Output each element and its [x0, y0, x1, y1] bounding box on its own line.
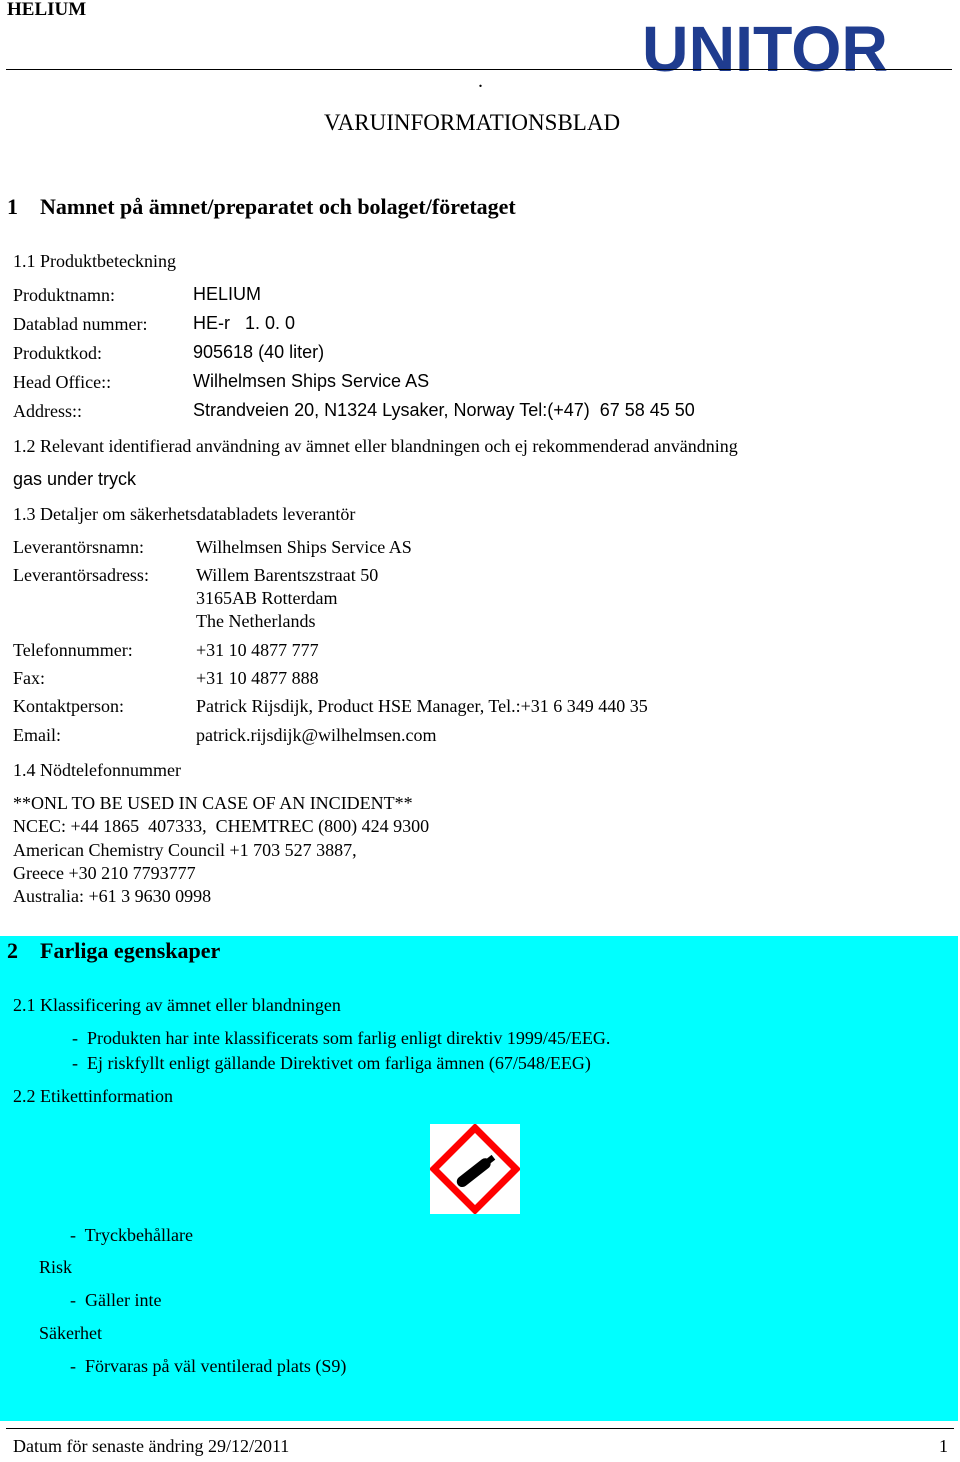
email-link[interactable]: patrick.rijsdijk@wilhelmsen.com — [196, 725, 437, 745]
identified-use: gas under tryck — [13, 469, 137, 489]
subsection-2-1: 2.1 Klassificering av ämnet eller blandningen — [13, 995, 341, 1015]
product-row-label: Datablad nummer: — [13, 314, 148, 334]
product-row-label: Head Office:: — [13, 372, 112, 392]
footer-page-number: 1 — [939, 1436, 948, 1456]
footer-revision-date: Datum för senaste ändring 29/12/2011 — [13, 1436, 290, 1456]
gas-cylinder-ghs-icon — [430, 1124, 520, 1214]
unitor-logo — [642, 16, 888, 74]
logo-text: UNITOR — [642, 16, 888, 74]
emergency-line: American Chemistry Council +1 703 527 3887, — [13, 840, 357, 860]
product-row-value: 905618 (40 liter) — [193, 342, 325, 362]
product-row-label: Address:: — [13, 401, 82, 421]
label-item: - Tryckbehållare — [70, 1225, 193, 1245]
section2-heading: Farliga egenskaper — [40, 938, 221, 963]
fax-label: Fax: — [13, 668, 46, 688]
emergency-line: **ONL TO BE USED IN CASE OF AN INCIDENT** — [13, 793, 413, 813]
fax-number: +31 10 4877 888 — [196, 668, 319, 688]
supplier-name: Wilhelmsen Ships Service AS — [196, 537, 412, 557]
header-dot: . — [478, 70, 483, 92]
subsection-2-2: 2.2 Etikettinformation — [13, 1086, 173, 1106]
supplier-address-line: 3165AB Rotterdam — [196, 588, 338, 608]
subsection-1-1: 1.1 Produktbeteckning — [13, 251, 176, 271]
supplier-name-label: Leverantörsnamn: — [13, 537, 144, 557]
subsection-1-3: 1.3 Detaljer om säkerhetsdatabladets leverantör — [13, 504, 356, 524]
phone-label: Telefonnummer: — [13, 640, 133, 660]
supplier-address-label: Leverantörsadress: — [13, 565, 149, 585]
label-item: - Gäller inte — [70, 1290, 162, 1310]
product-row-value: HELIUM — [193, 284, 262, 304]
footer-divider — [6, 1428, 954, 1429]
classification-item: - Ej riskfyllt enligt gällande Direktivet om farliga ämnen (67/548/EEG) — [72, 1053, 591, 1073]
section1-number: 1 — [7, 194, 18, 219]
product-row-label: Produktkod: — [13, 343, 103, 363]
product-row-value: Wilhelmsen Ships Service AS — [193, 371, 430, 391]
section1-heading: Namnet på ämnet/preparatet och bolaget/företaget — [40, 194, 516, 219]
risk-label: Risk — [39, 1257, 73, 1277]
supplier-address-line: Willem Barentszstraat 50 — [196, 565, 379, 585]
contact-person: Patrick Rijsdijk, Product HSE Manager, Tel.:+31 6 349 440 35 — [196, 696, 648, 716]
safety-label: Säkerhet — [39, 1323, 102, 1343]
section2-number: 2 — [7, 938, 18, 963]
email-label: Email: — [13, 725, 61, 745]
product-row-value: HE-r 1. 0. 0 — [193, 313, 296, 333]
label-item: - Förvaras på väl ventilerad plats (S9) — [70, 1356, 347, 1376]
document-title: VARUINFORMATIONSBLAD — [324, 110, 621, 135]
emergency-line: Greece +30 210 7793777 — [13, 863, 196, 883]
classification-item: - Produkten har inte klassificerats som farlig enligt direktiv 1999/45/EEG. — [72, 1028, 611, 1048]
subsection-1-4: 1.4 Nödtelefonnummer — [13, 760, 181, 780]
emergency-line: Australia: +61 3 9630 0998 — [13, 886, 212, 906]
phone-number: +31 10 4877 777 — [196, 640, 319, 660]
emergency-line: NCEC: +44 1865 407333, CHEMTREC (800) 424 9300 — [13, 816, 430, 836]
product-row-value: Strandveien 20, N1324 Lysaker, Norway Tel:(+47) 67 58 45 50 — [193, 400, 695, 420]
subsection-1-2: 1.2 Relevant identifierad användning av ämnet eller blandningen och ej rekommenderad användning — [13, 436, 738, 456]
header-product-name: HELIUM — [7, 0, 87, 20]
product-row-label: Produktnamn: — [13, 285, 115, 305]
supplier-address-line: The Netherlands — [196, 611, 316, 631]
contact-label: Kontaktperson: — [13, 696, 124, 716]
